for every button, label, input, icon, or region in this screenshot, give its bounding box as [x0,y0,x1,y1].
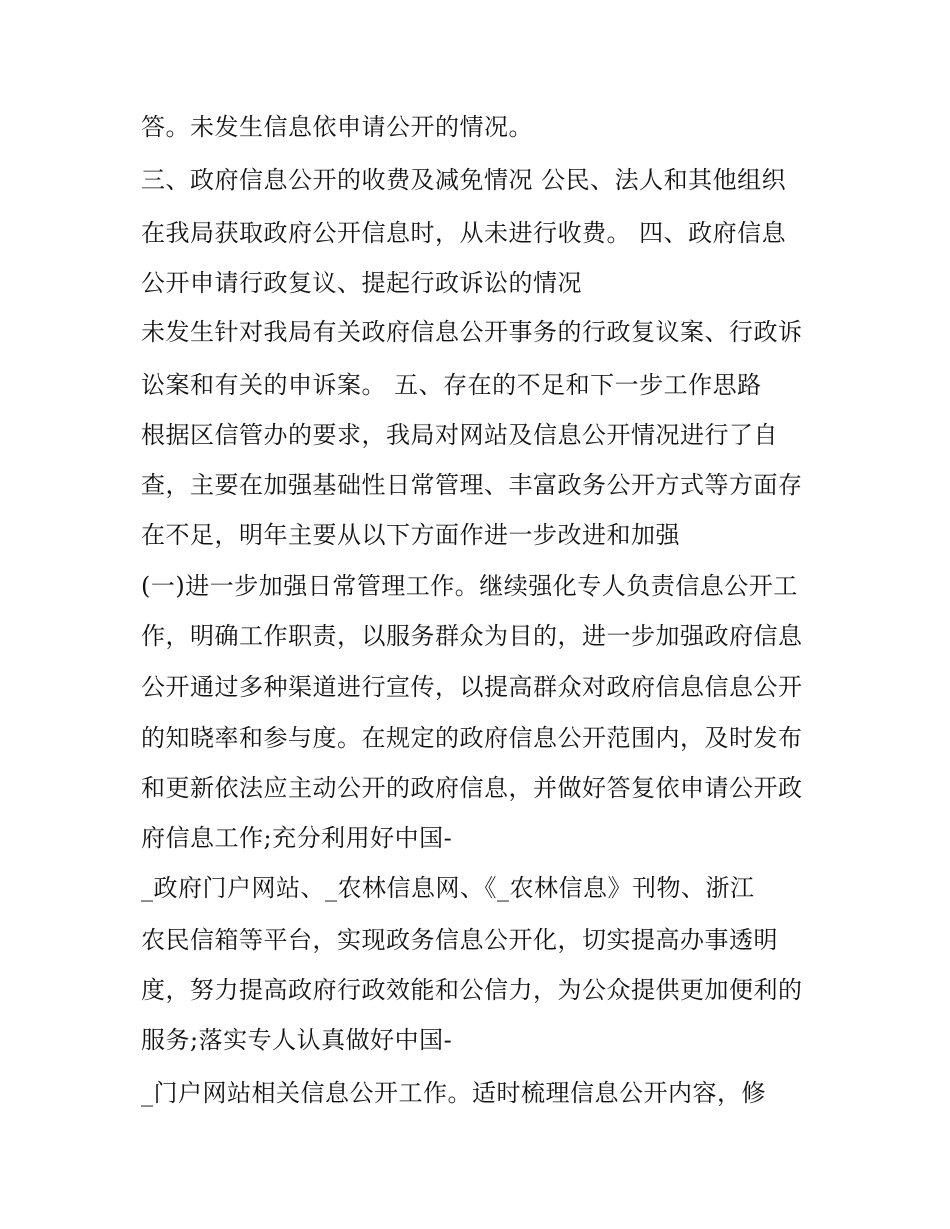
text-line: 公开申请行政复议、提起行政诉讼的情况 [141,269,582,297]
text-line: 查，主要在加强基础性日常管理、丰富政务公开方式等方面存 [141,471,803,499]
text-line: 在不足，明年主要从以下方面作进一步改进和加强 [141,521,680,549]
text-line: 在我局获取政府公开信息时，从未进行收费。 四、政府信息 [141,219,787,247]
text-line: _政府门户网站、_农林信息网、《_农林信息》刊物、浙江 [141,874,755,902]
text-line: 农民信箱等平台，实现政务信息公开化，切实提高办事透明 [141,926,778,954]
text-line: 公开通过多种渠道进行宣传，以提高群众对政府信息信息公开 [141,673,803,701]
text-line: 府信息工作;充分利用好中国- [141,824,453,852]
text-line: 根据区信管办的要求，我局对网站及信息公开情况进行了自 [141,421,778,449]
text-line: 答。未发生信息依申请公开的情况。 [141,113,533,141]
text-line: 三、政府信息公开的收费及减免情况 公民、法人和其他组织 [141,166,787,194]
text-line: 未发生针对我局有关政府信息公开事务的行政复议案、行政诉 [141,318,803,346]
text-line: 讼案和有关的申诉案。 五、存在的不足和下一步工作思路 [141,371,762,399]
text-line: 服务;落实专人认真做好中国- [141,1026,453,1054]
text-line: 和更新依法应主动公开的政府信息，并做好答复依申请公开政 [141,774,803,802]
text-line: _门户网站相关信息公开工作。适时梳理信息公开内容，修 [141,1079,766,1107]
text-line: (一)进一步加强日常管理工作。继续强化专人负责信息公开工 [141,572,798,600]
text-line: 度，努力提高政府行政效能和公信力，为公众提供更加便利的 [141,976,803,1004]
text-line: 作，明确工作职责，以服务群众为目的，进一步加强政府信息 [141,622,803,650]
text-line: 的知晓率和参与度。在规定的政府信息公开范围内，及时发布 [141,724,803,752]
